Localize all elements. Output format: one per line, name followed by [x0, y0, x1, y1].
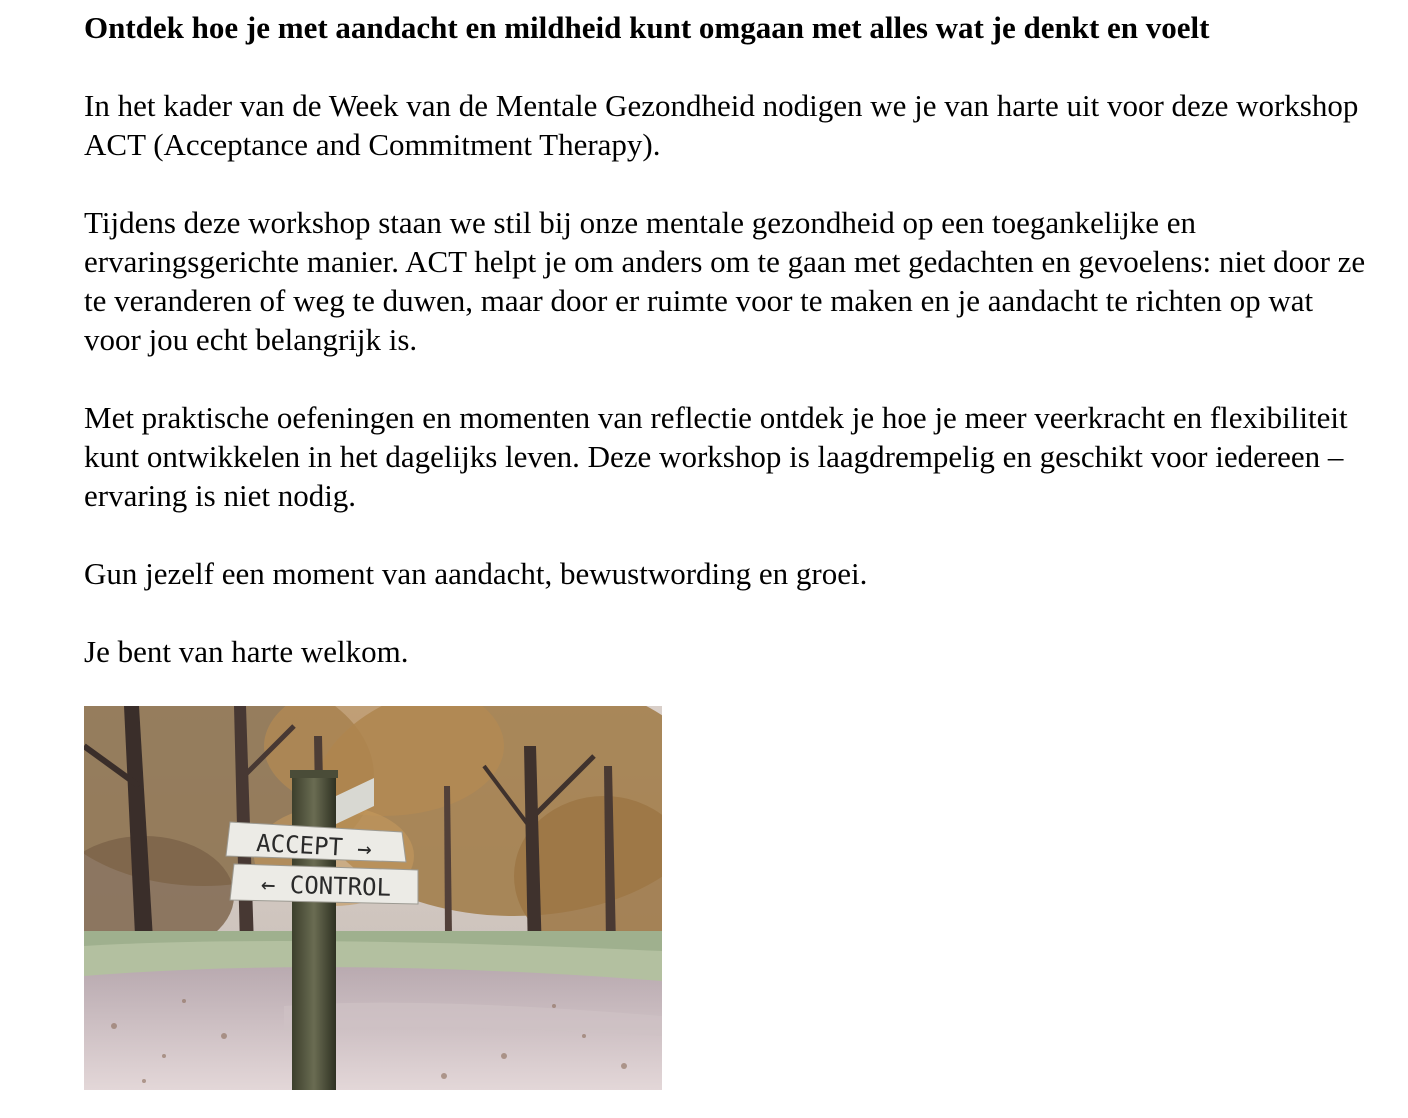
document-body — [84, 8, 1374, 710]
welcome-paragraph: Je bent van harte welkom. — [84, 634, 409, 669]
workshop-description-paragraph: Tijdens deze workshop staan we stil bij onze mentale gezondheid op een toegankelijke en ervaringsgerichte manier. ACT helpt je om anders om te gaan met gedachten en gevoelens: niet door ze te veranderen of weg te duwen, maar door er ruimte voor te maken en je aandacht te richten op wat voor jou echt belangrijk is. — [84, 205, 1366, 357]
document-heading: Ontdek hoe je met aandacht en mildheid kunt omgaan met alles wat je denkt en voelt — [84, 10, 1210, 45]
sign-accept-label: ACCEPT → — [255, 828, 373, 864]
signpost-illustration — [84, 706, 662, 1090]
signpost-photo — [84, 706, 662, 1090]
practice-paragraph: Met praktische oefeningen en momenten van reflectie ontdek je hoe je meer veerkracht en flexibiliteit kunt ontwikkelen in het dagelijks leven. Deze workshop is laagdrempelig en geschikt voor iedereen – ervaring is niet nodig. — [84, 400, 1348, 513]
invitation-paragraph: Gun jezelf een moment van aandacht, bewustwording en groei. — [84, 556, 868, 591]
intro-paragraph: In het kader van de Week van de Mentale Gezondheid nodigen we je van harte uit voor deze workshop ACT (Acceptance and Commitment Therapy). — [84, 88, 1359, 162]
sign-control-label: ← CONTROL — [260, 870, 392, 902]
